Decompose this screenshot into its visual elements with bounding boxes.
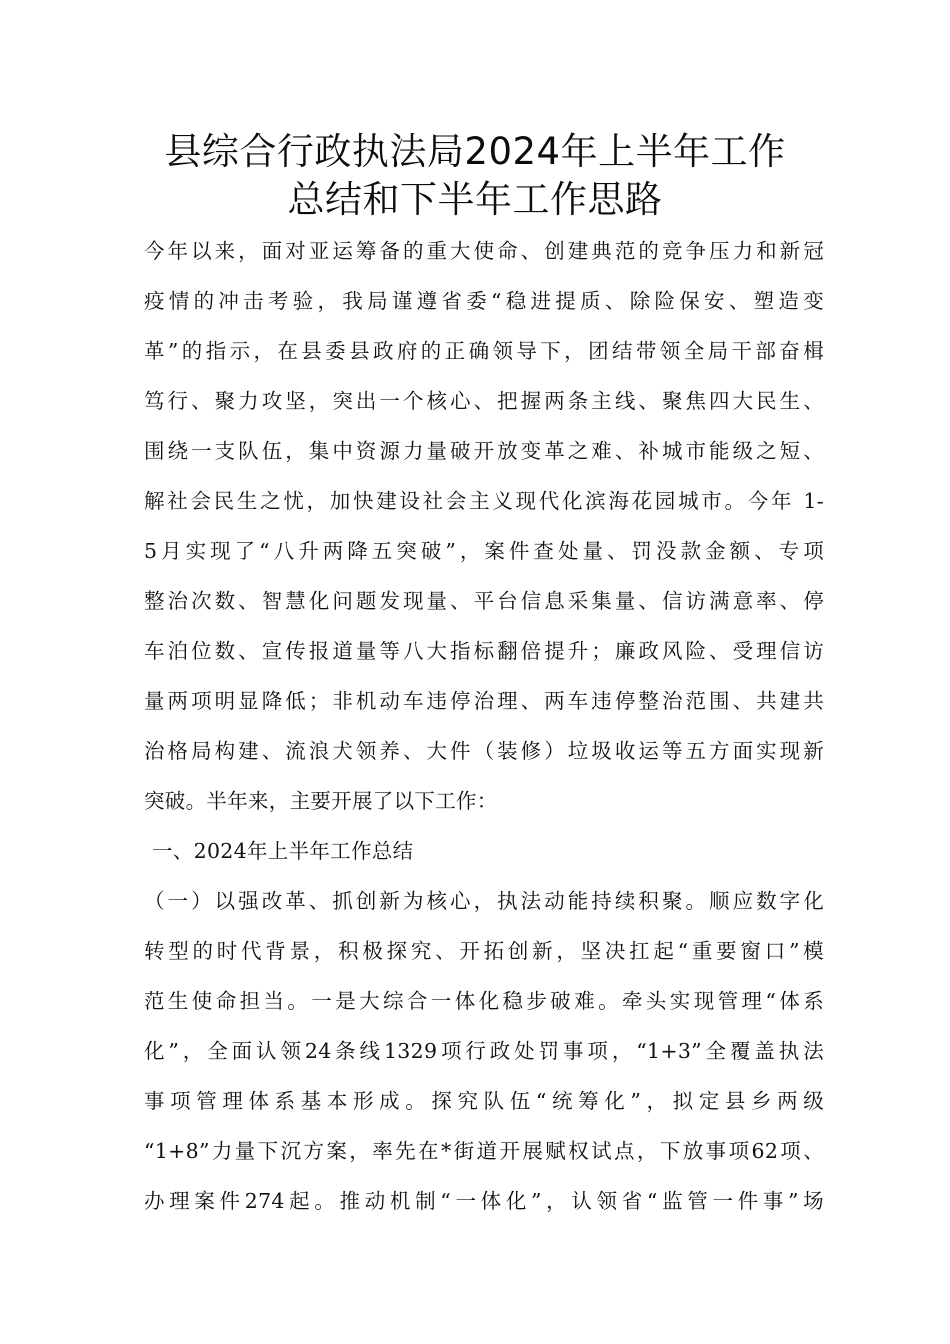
body-line: 围绕一支队伍，集中资源力量破开放变革之难、补城市能级之短、 bbox=[144, 439, 824, 463]
body-line: 整治次数、智慧化问题发现量、平台信息采集量、信访满意率、停 bbox=[144, 589, 824, 613]
body-line: 解社会民生之忧，加快建设社会主义现代化滨海花园城市。今年 1- bbox=[144, 489, 824, 513]
body-line: 化”，全面认领24条线1329项行政处罚事项，“1+3”全覆盖执法 bbox=[144, 1039, 824, 1063]
body-line: 笃行、聚力攻坚，突出一个核心、把握两条主线、聚焦四大民生、 bbox=[144, 389, 824, 413]
body-line: 事项管理体系基本形成。探究队伍“统筹化”，拟定县乡两级 bbox=[144, 1089, 824, 1113]
document-title bbox=[0, 128, 950, 224]
body-line: 疫情的冲击考验，我局谨遵省委“稳进提质、除险保安、塑造变 bbox=[144, 289, 824, 313]
body-line: 突破。半年来，主要开展了以下工作： bbox=[144, 789, 498, 813]
title-line-2: 总结和下半年工作思路 bbox=[287, 178, 663, 221]
body-line: 今年以来，面对亚运筹备的重大使命、创建典范的竞争压力和新冠 bbox=[144, 239, 824, 263]
body-line: 转型的时代背景，积极探究、开拓创新，坚决扛起“重要窗口”模 bbox=[144, 939, 824, 963]
body-line: “1+8”力量下沉方案，率先在*街道开展赋权试点，下放事项62项、 bbox=[144, 1139, 824, 1163]
body-line: （一）以强改革、抓创新为核心，执法动能持续积聚。顺应数字化 bbox=[144, 889, 824, 913]
body-line: 量两项明显降低；非机动车违停治理、两车违停整治范围、共建共 bbox=[144, 689, 824, 713]
body-line: 办理案件274起。推动机制“一体化”，认领省“监管一件事”场 bbox=[144, 1189, 824, 1213]
body-line: 范生使命担当。一是大综合一体化稳步破难。牵头实现管理“体系 bbox=[144, 989, 824, 1013]
title-line-1: 县综合行政执法局2024年上半年工作 bbox=[164, 130, 786, 173]
body-line: 治格局构建、流浪犬领养、大件（装修）垃圾收运等五方面实现新 bbox=[144, 739, 824, 763]
document-body bbox=[144, 226, 824, 1226]
body-line: 5月实现了“八升两降五突破”，案件查处量、罚没款金额、专项 bbox=[144, 539, 824, 563]
body-line: 革”的指示，在县委县政府的正确领导下，团结带领全局干部奋楫 bbox=[144, 339, 824, 363]
body-line: 车泊位数、宣传报道量等八大指标翻倍提升；廉政风险、受理信访 bbox=[144, 639, 824, 663]
section-heading: 一、2024年上半年工作总结 bbox=[152, 839, 414, 863]
